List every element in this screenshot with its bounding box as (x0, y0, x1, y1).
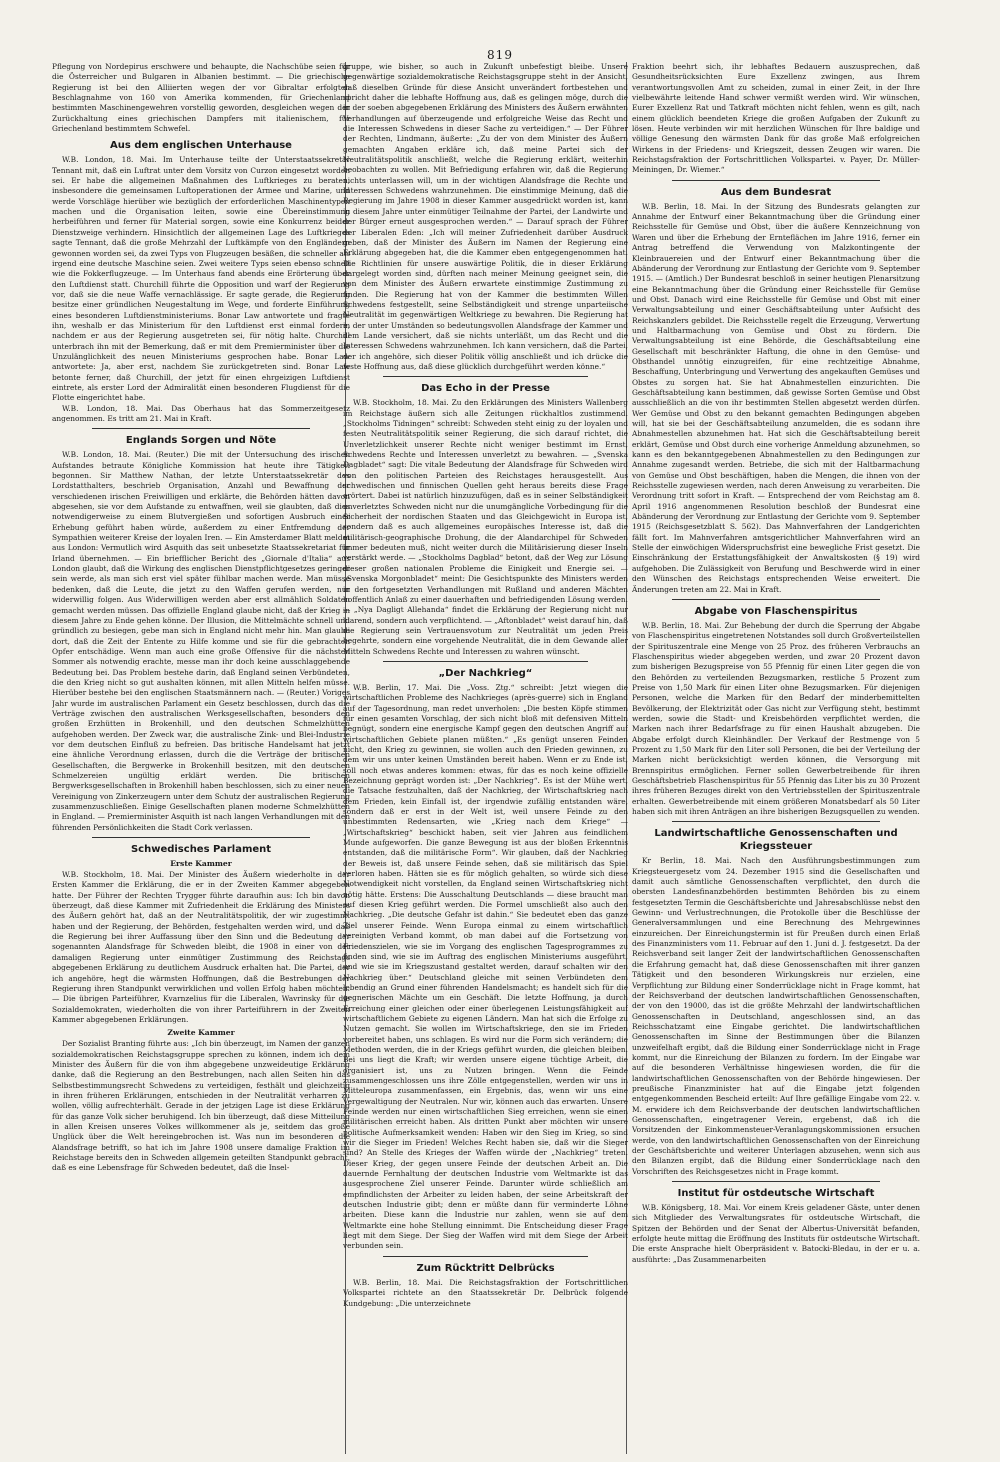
article-paragraph: Der Sozialist Branting führte aus: „Ich bin überzeugt, im Namen der ganzen sozialdemokratischen Reichstagsgruppe sprechen zu können, indem ich dem Minister des Äußern für die von ihm abgegebene unzweideutige Erklärung danke, daß die Regierung an den Bestrebungen, nach allen Seiten hin das Selbstbestimmungsrecht Schwedens zu verteidigen, festhält und gleichzeitig in ihren früheren Erklärungen, entschieden in der Neutralität verharren zu wollen, völlig aufrechterhält. Gerade in der jetzigen Lage ist diese Erklärung für das ganze Volk sicher beruhigend. Ich bin überzeugt, daß diese Mitteilung in allen Kreisen unseres Volkes willkommener als je, seitdem das große Unglück über die Welt hereingebrochen ist. Was nun im besonderen die Alandsfrage betrifft, so hat ich im Jahre 1908 unsere damalige Fraktion im Reichstage bereits den in Schweden allgemein geteilten Standpunkt gebracht, daß es eine Lebensfrage für Schweden bedeutet, daß die Insel- (52, 1039, 350, 1173)
article-headline: Schwedisches Parlament (130, 844, 272, 856)
article-paragraph: W.B. Berlin, 18. Mai. Die Reichstagsfraktion der Fortschrittlichen Volkspartei richtete an den Staatssekretär Dr. Delbrück folgende Kundgebung: „Die unterzeichnete (343, 1277, 628, 1308)
article-paragraph: Fraktion beehrt sich, ihr lebhaftes Bedauern auszusprechen, daß Gesundheitsrücksichten Eure Exzellenz zwingen, aus Ihrem verantwortungsvollen Amt zu scheiden, zumal in einer Zeit, in der Ihre vielbewährte leitende Hand schwer vermißt werden wird. Wir wünschen, Eurer Exzellenz Rat und Tatkraft möchten nicht fehlen, wenn es gilt, nach einem glücklich beendeten Kriege die großen Aufgaben der Zukunft zu lösen. Heute verbinden wir mit herzlichen Wünschen für Ihre baldige und völlige Genesung den wärmsten Dank für das große Maß erfolgreichen Wirkens in der Friedens- und Kriegszeit, dessen Zeugen wir waren. Die Reichstagsfraktion der Fortschrittlichen Volkspartei. v. Payer, Dr. Müller-Meiningen, Dr. Wiemer.“ (632, 62, 920, 175)
article-paragraph: W.B. Berlin, 18. Mai. In der Sitzung des Bundesrats gelangten zur Annahme der Entwurf einer Bekanntmachung über die Gründung einer Reichsstelle für Gemüse und Obst, über die äußere Kennzeichnung von Waren und über die Erhebung der Ernteflächen im Jahre 1916, ferner ein Antrag betreffend die Verwendung von Malzkontingente der Kleinbrauereien und der Entwurf einer Bekanntmachung über die Abänderung der Verordnung zur Entlastung der Gerichte vom 9. September 1915. — (Amtlich.) Der Bundesrat beschloß in seiner heutigen Plenarsitzung eine Bekanntmachung über die Gründung einer Reichsstelle für Gemüse und Obst. Danach wird eine Reichsstelle für Gemüse und Obst mit einer Verwaltungsabteilung und einer Geschäftsabteilung unter Aufsicht des Reichskanzlers gebildet. Die Reichsstelle regelt die Erzeugung, Verwertung und Haltbarmachung von Gemüse und Obst zu fördern. Die Verwaltungsabteilung ist eine Behörde, die Geschäftsabteilung eine Gesellschaft mit beschränkter Haftung, die ohne in den Gemüse- und Obsthandel unnötig einzugreifen, für eine rechtzeitige Abnahme, Beschaffung, Unterbringung und Verwertung des angekauften Gemüses und Obstes zu sorgen hat. Sie hat Abnahmestellen einzurichten. Die Geschäftsabteilung kann bestimmen, daß gewisse Sorten Gemüse und Obst ausschließlich an die von ihr bestimmten Stellen abgesetzt werden dürfen. Wer Gemüse und Obst zu den bekannt gemachten Bedingungen abgeben will, hat sie bei der Geschäftsabteilung anzumelden, die es sodann ihre Abnahmestellen abzunehmen hat. Hat sich die Geschäftsabteilung bereit erklärt, Gemüse und Obst durch eine vorherige Anmeldung abzunehmen, so kann es den bekanntgegebenen Abnahmestellen zu den Bedingungen zur Annahme zugesandt werden. Betriebe, die sich mit der Haltbarmachung von Gemüse und Obst beschäftigen, haben die Mengen, die ihnen von der Reichsstelle zugewiesen werden, nach deren Anweisung zu verarbeiten. Die Verordnung tritt sofort in Kraft. — Entsprechend der vom Reichstag am 8. April 1916 angenommenen Resolution beschloß der Bundesrat eine Abänderung der Verordnung zur Entlastung der Gerichte vom 9. September 1915 (Reichsgesetzblatt S. 562). Das Mahnverfahren der Landgerichten fällt fort. Im Mahnverfahren amtsgerichtlicher Mahnverfahren wird an Stelle der einwöchigen Widerspruchsfrist eine bewegliche Frist gesetzt. Die Einschränkung der Erstattungsfähigkeit der Anwaltskosten (§ 19) wird aufgehoben. Die Zulässigkeit von Berufung und Beschwerde wird in einer den Wünschen des Reichstags entsprechenden Weise erweitert. Die Änderungen treten am 22. Mai in Kraft. (632, 201, 920, 594)
article-headline: Zum Rücktritt Delbrücks (416, 1262, 555, 1274)
section-divider (92, 837, 310, 838)
article-headline: Institut für ostdeutsche Wirtschaft (677, 1188, 875, 1200)
article-paragraph: W.B. London, 18. Mai. (Reuter.) Die mit der Untersuchung des irischen Aufstandes betraute Königliche Kommission hat heute ihre Tätigkeit begonnen. Sir Matthew Nathan, der letzte Unterstaatssekretär des Lordstatthalters, beschrieb Organisation, Anzahl und Bewaffnung der verschiedenen irischen Freiwilligen und erklärte, die Behörden hätten davon abgesehen, sie vor dem Aufstande zu entwaffnen, weil sie glaubten, daß dies notwendigerweise zu einem Blutvergießen und sofortigen Ausbruch einer Erhebung geführt haben würde, außerdem zu einer Entfremdung der Sympathien weiterer Kreise der loyalen Iren. — Ein Amsterdamer Blatt meldet aus London: Vermutlich wird Asquith das seit unbesetzte Staatssekretariat für Irland übernehmen. — Ein briefflicher Bericht des „Giornale d'Italia“ aus London glaubt, daß die Wirkung des englischen Dienstpflichtgesetzes geringer sein werde, als man sich erst viel später fühlbar machen werde. Man müsse bedenken, daß die Leute, die jetzt zu den Waffen gerufen werden, nur widerwillig folgen. Aus Widerwilligen werden aber erst allmählich Soldaten gemacht werden müssen. Das offizielle England glaube nicht, daß der Krieg in diesem Jahre zu Ende gehen könne. Der Illusion, die Mittelmächte schnell und gründlich zu besiegen, gebe man sich in England nicht mehr hin. Man glaube dort, daß die Zeit der Entente zu Hilfe komme und sie für die gebrachten Opfer entschädige. Wenn man auch eine große Offensive für die nächsten Sommer als notwendig erachte, messe man ihr doch keine ausschlaggebende Bedeutung bei. Das Problem bestehe darin, daß England seinen Verbündeten, die den Krieg nicht so gut aushalten können, mit allen Mitteln helfen müsse. Hierüber bestehe bei den englischen Staatsmännern nach. — (Reuter.) Voriges Jahr wurde im australischen Parlament ein Gesetz beschlossen, durch das die Verträge zwischen den australischen Werksgesellschaften, besonders den großen Erzhütten in Brokenhill, und den deutschen Schmelzhütten aufgehoben werden. Der Zweck war, die australische Zink- und Blei-Industrie vor dem deutschen Einfluß zu befreien. Das britische Handelsamt hat jetzt eine ähnliche Verordnung erlassen, durch die die Verträge der britischen Gesellschaften, die Bergwerke in Brokenhill besitzen, mit den deutschen Schmelzereien ungültig erklärt werden. Die britischen Bergwerksgesellschaften in Brokenhill haben beschlossen, sich zu einer neuen Vereinigung von Zinkerzeugern unter dem Schutz der australischen Regierung zusammenzuschließen. Einige Gesellschaften planen moderne Schmelzhütten in England. — Premierminister Asquith ist nach langen Verhandlungen mit den führenden Persönlichkeiten die Stadt Cork verlassen. (52, 450, 350, 832)
section-divider (672, 1181, 880, 1182)
article-paragraph: W.B. Königsberg, 18. Mai. Vor einem Kreis geladener Gäste, unter denen sich Mitglieder des Verwaltungsrates für ostdeutsche Wirtschaft, die Spitzen der Behörden und der Senat der Albertus-Universität befanden, erfolgte heute mittag die Eröffnung des Instituts für ostdeutsche Wirtschaft. Die erste Ansprache hielt Oberpräsident v. Batocki-Bledau, in der er u. a. ausführte: „Das Zusammenarbeiten (632, 1203, 920, 1264)
column-2 (343, 62, 628, 1454)
column-1 (52, 62, 350, 1454)
section-divider (92, 428, 310, 429)
article-paragraph: Pflegung von Nordepirus erschwere und behaupte, die Nachschübe seien für die Österreicher und Bulgaren in Albanien bestimmt. — Die griechische Regierung ist bei den Alliierten wegen der vor Gibraltar erfolgten Beschlagnahme von 160 von Amerika kommenden, für Griechenland bestimmten Maschinengewehren vorstellig geworden, desgleichen wegen der Zurückhaltung eines griechischen Dampfers mit italienischem, für Griechenland bestimmtem Schwefel. (52, 62, 350, 134)
article-paragraph: W.B. Berlin, 18. Mai. Zur Behebung der durch die Sperrung der Abgabe von Flaschenspiritus eingetretenen Notstandes soll durch Großverteilstellen der Spirituszentrale eine Menge von 25 Proz. des früheren Verbrauchs an Flaschenspiritus wieder abgegeben werden, und zwar 20 Prozent davon zum bisherigen Bezugspreise von 55 Pfennig für einen Liter gegen die von den Behörden zu verteilenden Bezugsmarken, restliche 5 Prozent zum Preise von 1,50 Mark für einen Liter ohne Bezugsmarken. Für diejenigen Personen, welche die Marken für den Bedarf der minderbemittelten Bevölkerung, der Elektrizität oder Gas nicht zur Verfügung steht, bestimmt werden, sowie die Stadt- und Kreisbehörden verpflichtet werden, die Marken nach ihrer Bedarfsfrage zu für einen Haushalt abzugeben. Die Abgabe erfolgt durch Kleinhändler. Der Verkauf der Restmenge von 5 Prozent zu 1,50 Mark für den Liter soll Personen, die bei der Verteilung der Marken nicht berücksichtigt werden können, die Versorgung mit Brennspiritus ermöglichen. Ferner sollen Gewerbetreibende für ihren Geschäftsbetrieb Flaschenspiritus für 55 Pfennig das Liter bis zu 30 Prozent ihres früheren Bezuges direkt von den Vertriebsstellen der Spirituszentrale erhalten. Gewerbetreibende mit einem größeren Monatsbedarf als 50 Liter haben sich mit ihren Anträgen an ihre bisherigen Bezugsquellen zu wenden. (632, 620, 920, 817)
article-paragraph: W.B. Stockholm, 18. Mai. Der Minister des Äußern wiederholte in der Ersten Kammer die Erklärung, die er in der Zweiten Kammer abgegeben hatte. Der Führer der Rechten Trygger führte daraufhin aus: Ich bin davon überzeugt, daß diese Kammer mit Zufriedenheit die Erklärung des Ministers des Äußern gehört hat, daß an der Neutralitätspolitik, der wir zugestimmt haben und der Regierung, der Behörden, festgehalten werden wird, und daß die Regierung bei ihrer Auffassung über den Sinn und die Bedeutung der sogenannten Alandsfrage für Schweden bleibt, die 1908 in einer von der damaligen Regierung unter einmütiger Zustimmung des Reichstags abgegebenen Erklärung zu deutlichem Ausdruck erhalten hat. Die Partei, der ich angehöre, hegt die wärmsten Hoffnungen, daß die Bestrebungen der Regierung ihren Standpunkt verwirklichen und vollen Erfolg haben möchten. — Die übrigen Parteiführer, Kvarnzelius für die Liberalen, Wavrinsky für die Sozialdemokraten, wiederholten die von ihrer Parteiführern in der Zweiten Kammer abgegebenen Erklärungen. (52, 870, 350, 1024)
article-headline: Englands Sorgen und Nöte (125, 435, 277, 447)
section-divider (383, 661, 588, 662)
article-paragraph: W.B. Stockholm, 18. Mai. Zu den Erklärungen des Ministers Wallenberg im Reichstage äußern sich alle Zeitungen rückhaltlos zustimmend. „Stockholms Tidningen“ schreibt: Schweden steht einig zu der loyalen und festen Neutralitätspolitik seiner Regierung, die sich darauf richtet, die Unverletzlichkeit unserer Rechte nicht weniger bestimmt im Ernst, Schwedens Rechte und Interessen unverletzt zu bewahren. — „Svenska Dagbladet“ sagt: Die vitale Bedeutung der Alandsfrage für Schweden wird von den politischen Parteien des Reichstages herausgestellt. Aus schwedischen und finnischen Quellen geht heraus bereits diese Frage erörtert. Dabei ist natürlich hinzuzufügen, daß es in seiner Selbständigkeit unverletztes Schweden nicht nur die unumgängliche Vorbedingung für die Sicherheit der nordischen Staaten und das Gleichgewicht in Europa ist, sondern daß es auch allgemeines europäisches Interesse ist, daß die militärisch-geographische Drohung, die der Alandarchipel für Schweden immer bedeuten muß, nicht weiter durch die Militärisierung dieser Inseln verstärkt werde. — „Stockholms Dagblad“ betont, daß der Weg zur Lösung dieser großen nationalen Probleme die Einigkeit und Energie sei. — „Svenska Morgonbladet“ meint: Die Gesichtspunkte des Ministers werden in den fortgesetzten Verhandlungen mit Rußland und anderen Mächten hoffentlich Anlaß zu einer dauerhaften und befriedigenden Lösung werden. — „Nya Dagligt Allehanda“ findet die Erklärung der Regierung nicht nur klarend, sondern auch verpflichtend. — „Aftonbladet“ weist darauf hin, daß die Regierung sein Vertrauensvotum zur Neutralität um jeden Preis begehrte, sondern eine vorgehende Neutralität, die in dem Gewande aller Mitteln Schwedens Rechte und Interessen zu wahren wünscht. (343, 398, 628, 656)
article-paragraph: W.B. London, 18. Mai. Das Oberhaus hat das Sommerzeitgesetz angenommen. Es tritt am 21. Mai in Kraft. (52, 403, 350, 423)
article-headline: Landwirtschaftliche Genossenschaften und Kriegssteuer (654, 828, 898, 853)
article-subheading: Erste Kammer (170, 859, 232, 869)
article-paragraph: gruppe, wie bisher, so auch in Zukunft unbefestigt bleibe. Unsere gegenwärtige sozialdemokratische Reichstagsgruppe steht in der Ansicht, daß dieselben Gründe für diese Ansicht unverändert fortbestehen und spricht daher die lebhafte Hoffnung aus, daß es gelingen möge, durch die in der soeben abgegebenen Erklärung des Ministers des Äußern erwähnten Verhandlungen auf überzeugende und erfolgreiche Weise das Recht und die Interessen Schwedens in dieser Sache zu verteidigen.“ — Der Führer der Rechten, Lindmann, äußerte: „Zu der von dem Minister des Äußern gemachten Angaben erkläre ich, daß meine Partei sich der Neutralitätspolitik anschließt, welche die Regierung erklärt, weiterhin beobachten zu wollen. Mit Befriedigung erfahren wir, daß die Regierung nichts unterlassen will, um in der wichtigen Alandsfrage die Rechte und Interessen Schwedens wahrzunehmen. Die einstimmige Meinung, daß die Regierung im Jahre 1908 in dieser Kammer ausgedrückt worden ist, kann in diesem Jahre unter einmütiger Teilnahme der Partei, der Landwirte und der Bürger erneut ausgesprochen werden.“ — Darauf sprach der Führer der Liberalen Eden: „Ich will meiner Zufriedenheit darüber Ausdruck geben, daß der Minister des Äußern im Namen der Regierung eine Erklärung abgegeben hat, die die Kammer eben entgegengenommen hat. Die Richtlinien für unsere auswärtige Politik, die in dieser Erklärung dargelegt worden sind, dürften nach meiner Meinung geeignet sein, die von dem Minister des Äußern erwartete einstimmige Zustimmung zu finden. Die Regierung hat von der Kammer die bestimmten Willen Schwedens festgestellt, seine Selbständigkeit und strenge unparteiische Neutralität im gegenwärtigen Weltkriege zu bewahren. Die Regierung hat in der unter Umständen so bedeutungsvollen Alandsfrage der Kammer und dem Lande versichert, daß sie nichts unterläßt, um das Recht und die Interessen Schwedens wahrzunehmen. Ich kann versichern, daß die Partei, der ich angehöre, sich dieser Politik völlig anschließt und ich drücke die feste Hoffnung aus, daß diese glücklich durchgeführt werden könne.“ (343, 62, 628, 371)
article-headline: Das Echo in der Presse (421, 383, 550, 395)
article-paragraph: W.B. London, 18. Mai. Im Unterhause teilte der Unterstaatssekretär Tennant mit, daß ein Luftrat unter dem Vorsitz von Curzon eingesetzt worden sei. Er habe die allgemeinen Maßnahmen des Luftkrieges zu beraten, insbesondere die gemeinsamen Luftoperationen der Armee und Marine, und werde Vorschläge hierüber wie bezüglich der erforderlichen Maschinentypen machen und die Organisation leiten, sowie eine Übereinstimmung herbeiführen und ferner für Material sorgen, sowie eine Konkurrenz beider Dienstzweige verhindern. Hinsichtlich der allgemeinen Lage des Luftkrieges sagte Tennant, daß die große Mehrzahl der Luftkämpfe von den Engländern gewonnen worden sei, da zwei Typs von Flugzeugen besäßen, die schneller als irgend eine deutsche Maschine seien. Zwei weitere Typs seien ebenso schnell wie die Fokkerflugzeuge. — Im Unterhaus fand abends eine Erörterung über den Luftdienst statt. Churchill führte die Opposition und warf der Regierung vor, daß sie die neue Waffe vernachlässige. Er sagte gerade, die Regierung besitze einer gründlichen Neugestaltung im Wege, und forderte Einführung eines besonderen Luftdienstministeriums. Bonar Law antwortete und fragte ihn, weshalb er das Ministerium für den Luftdienst erst einmal fordere, nachdem er aus der Regierung ausgetreten sei, für nötig halte. Churchill unterbrach ihn mit der Bemerkung, daß er mit dem Premierminister über die Unzulänglichkeit des neuen Ministeriums gesprochen habe. Bonar Law antwortete: Ja, aber erst, nachdem Sie zurückgetreten sind. Bonar Law betonte ferner, daß Churchill, der jetzt für einen ehrgeizigen Luftdienst eintrete, als erster Lord der Admiralität einen besonderen Flugdienst für die Flotte eingerichtet habe. (52, 155, 350, 403)
page-number: 819 (487, 48, 513, 62)
column-3 (632, 62, 920, 1454)
article-headline: Aus dem Bundesrat (720, 186, 832, 198)
section-divider (672, 180, 880, 181)
article-paragraph: Kr Berlin, 18. Mai. Nach den Ausführungsbestimmungen zum Kriegsteuergesetz vom 24. Dezember 1915 sind die Gesellschaften und damit auch sämtliche Genossenschaften verpflichtet, den durch die obersten Landesfinanzbehörden bestimmten Behörden bis zu einem festgesetzten Termin die Geschäftsberichte und Jahresabschlüsse nebst den Gewinn- und Verlustrechnungen, die Protokolle über die Beschlüsse der Generalversammlungen und eine Berechnung des Mehrgewinnes einzureichen. Der Einreichungstermin ist für Preußen durch einen Erlaß des Finanzministers vom 11. Februar auf den 1. Juni d. J. festgesetzt. Da der Reichsverband seit langer Zeit der landwirtschaftlichen Genossenschaften die Erfahrung gemacht hat, daß diese Genossenschaften mit ihrer ganzen Tätigkeit und den besonderen Wirkungskreis nur erzielen, eine Verpflichtung zur Bildung einer Sonderrücklage nicht in Frage kommt, hat der Reichsverband der deutschen landwirtschaftlichen Genossenschaften, der von den 19000, das ist die größte Mehrzahl der landwirtschaftlichen Genossenschaften in Deutschland, angeschlossen sind, an das Reichsschatzamt eine Eingabe gerichtet. Die landwirtschaftlichen Genossenschaften im Sinne der Bestimmungen über die Bilanzen unzweifelhaft ergibt, daß die Bildung einer Sonderrücklage nicht in Frage kommt, nur die Einreichung der Bilanzen zu fordern. Im der Eingabe war auf die besonderen Verhältnisse hingewiesen worden, die für die landwirtschaftlichen Genossenschaften von der Behörde hingewiesen. Der preußische Finanzminister hat auf die Eingabe jetzt folgenden entgegenkommenden Bescheid erteilt: Auf Ihre gefällige Eingabe vom 22. v. M. erwidere ich dem Reichsverbande der deutschen landwirtschaftlichen Genossenschaften, eingetragener Verein, ergebenst, daß ich die Vorsitzenden der Einkommensteuer-Veranlagungskommissionen ersuchen werde, von den landwirtschaftlichen Genossenschaften von der Einreichung der Geschäftsberichte und weiterer Unterlagen abzusehen, wenn sich aus den Bilanzen ergibt, daß die Bildung einer Sonderrücklage nach den Vorschriften des Reichsgesetzes nicht in Frage kommt. (632, 856, 920, 1176)
article-headline: Aus dem englischen Unterhause (110, 140, 292, 152)
section-divider (383, 1256, 588, 1257)
article-subheading: Zweite Kammer (167, 1028, 235, 1038)
section-divider (383, 376, 588, 377)
section-divider (672, 599, 880, 600)
article-headline: „Der Nachkrieg“ (438, 667, 533, 679)
article-paragraph: W.B. Berlin, 17. Mai. Die „Voss. Ztg.“ schreibt: Jetzt wiegen die wirtschaftlichen Probleme des Nachkrieges (après-guerre) sich in England auf der Tagesordnung, man redet unverholen: „Die besten Köpfe stimmen für einen gesamten Vorschlag, der sich nicht bloß mit defensiven Mitteln begnügt, sondern eine energische Kampf gegen den deutschen Angriff auf wirtschaftlichen Gebiete planen müßten.“ „Es genügt unseren Feinden nicht, den Krieg zu gewinnen, sie wollen auch den Frieden gewinnen, zu dem wir uns unter keinen Umständen bereit haben. Wenn er zu Ende ist, soll noch etwas anderes kommen: etwas, für das es noch keine offizielle Bezeichnung geprägt worden ist: „Der Nachkrieg“. Es ist der Mühe wert, die Tatsache festzuhalten, daß der Nachkrieg, der Wirtschaftskrieg nach dem Frieden, kein Einfall ist, der irgendwie zufällig entstanden wäre, sondern daß er erst in der Welt ist, weil unsere Feinde zu den unbestimmten Redensarten, wie „Krieg nach dem Kriege“ — „Wirtschaftskrieg“ beschickt haben, seit vier Jahren aus feindlichem Munde aufgeworfen. Die ganze Bewegung ist aus der bloßen Erkenntnis entstanden, daß die militärische Form“. Wir glauben, daß der Nachkrieg der Beweis ist, daß unsere Feinde sehen, daß sie militärisch das Spiel verloren haben. Hätten sie es für möglich gehalten, so würde sich diese Notwendigkeit nicht vorstellen, da England seinen Wirtschaftskrieg nicht nötig hätte. Erstens: Die Ausschaltung Deutschlands — diese braucht man auf diesen Krieg geführt werden. Die Formel umschließt also auch den Nachkrieg. „Die deutsche Gefahr ist dahin.“ Sie bedeutet eben das ganze Ziel unserer Feinde. Wenn Europa einmal zu einem wirtschaftlich vereinigten Verband kommt, ob man dabei auf die Fortsetzung von Friedenszielen, wie sie im Vorgang des englischen Tagesprogrammes zu finden sind, wie sie im Auftrag des englischen Ministeriums ausgeführt, und wie sie im Kriegszustand gestaltet werden, darauf schalten wir den Nachkrieg über.“ Deutschland gleiche mit seinen Verbündeten dem lebendig an Grund einer führenden Handelsmacht; es handelt sich für die gegnerischen Mächte um ein Geschäft. Die letzte Hoffnung, ja durch Erreichung einer gleichen oder einer überlegenen Leistungsfähigkeit auf wirtschaftlichem Gebiete zu eigenen Ländern. Man hat sich die Erfolge zu Nutzen gemacht. Sie wollen im Wirtschaftskriege, den sie im Frieden vorbereitet haben, uns schlagen. Es wird nur die Form sich verändern; die Methoden werden, die in der Kriegs geführt wurden, die gleichen bleiben. Bei uns liegt die Kraft; wir werden unsere eigene tüchtige Arbeit, die organisiert ist, uns zu Nutzen bringen. Wenn die Feinde zusammengeschlossen uns ihre Zölle entgegenstellen, werden wir uns in Mitteleuropa zusammenfassen, ein Ergebnis, das, wenn wir uns eine Vergewaltigung der Neutralen. Nur wir, können auch das erwarten. Unsere Feinde werden nur einen wirtschaftlichen Sieg erreichen, wenn sie einen militärischen erreicht haben. Als dritten Punkt aber möchten wir unsere politische Aufmerksamkeit wenden: Haben wir den Sieg im Krieg, so sind wir die Sieger im Frieden! Welches Recht haben sie, daß wir die Sieger sind? An Stelle des Krieges der Waffen würde der „Nachkrieg“ treten. Dieser Krieg, der gegen unsere Feinde der deutschen Arbeit an. Die dauernde Fernhaltung der deutschen Industrie vom Weltmarkte ist das ausgesprochene Ziel unserer Feinde. Darunter würde schließlich am empfindlichsten der Arbeiter zu leiden haben, der seine Arbeitskraft der deutschen Industrie gibt; denn er müßte dann für verminderte Löhne arbeiten. Diese kann die Industrie nur zahlen, wenn sie auf dem Weltmarkte eine hohe Stellung einnimmt. Die Entscheidung dieser Frage liegt mit dem Siege. Der Sieg der Waffen wird mit dem Siege der Arbeit verbunden sein. (343, 682, 628, 1251)
section-divider (672, 821, 880, 822)
article-headline: Abgabe von Flaschenspiritus (694, 605, 858, 617)
